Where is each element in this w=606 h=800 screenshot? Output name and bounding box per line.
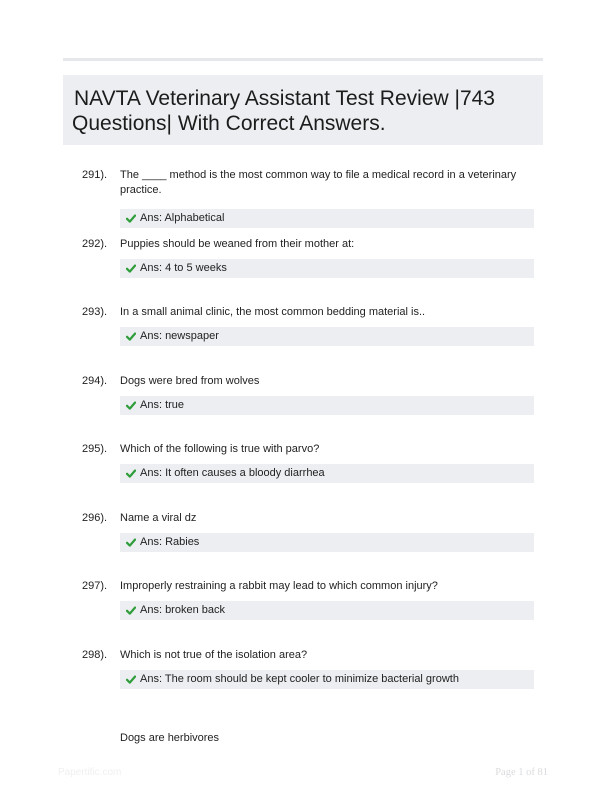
top-divider (63, 58, 543, 61)
answer-box (120, 533, 534, 552)
answer-text: Ans: true (140, 398, 185, 411)
question-number: 293). (82, 306, 108, 318)
question-text: In a small animal clinic, the most common bedding material is.. (120, 306, 426, 318)
question-item (63, 302, 543, 371)
question-text: Which is not true of the isolation area? (120, 648, 308, 661)
question-item (63, 371, 543, 440)
checkmark-icon (126, 538, 136, 547)
answer-box (120, 670, 534, 689)
checkmark-icon (126, 264, 136, 273)
question-text: The ____ method is the most common way to file a medical record in a veterinary practice. (120, 169, 517, 196)
question-text: Which of the following is true with parvo? (120, 443, 320, 455)
question-item (63, 234, 543, 303)
question-text: Improperly restraining a rabbit may lead to which common injury? (120, 580, 438, 592)
answer-box (120, 464, 534, 483)
question-number: 297). (82, 580, 108, 592)
checkmark-icon (126, 401, 136, 410)
answer-text: Ans: broken back (140, 604, 225, 616)
footer-site: Papertific.com (58, 767, 122, 778)
answer-box (120, 396, 534, 415)
question-number: 298). (82, 648, 108, 661)
answer-text: Ans: Rabies (140, 535, 200, 548)
document-title: NAVTA Veterinary Assistant Test Review |743 Questions| With Correct Answers. (72, 87, 495, 135)
question-item (63, 439, 543, 508)
checkmark-icon (126, 332, 136, 341)
question-list (63, 165, 543, 713)
title-banner (63, 75, 543, 145)
question-item (63, 165, 543, 234)
answer-box (120, 601, 534, 620)
answer-text: Ans: 4 to 5 weeks (140, 261, 227, 274)
checkmark-icon (126, 469, 136, 478)
answer-text: Ans: newspaper (140, 330, 219, 342)
checkmark-icon (126, 214, 136, 223)
question-number: 295). (82, 443, 108, 455)
answer-text: Ans: The room should be kept cooler to minimize bacterial growth (140, 672, 459, 685)
answer-box (120, 209, 534, 228)
answer-box (120, 259, 534, 278)
checkmark-icon (126, 675, 136, 684)
question-number: 291). (82, 169, 108, 181)
page-indicator: Page 1 of 81 (495, 767, 548, 778)
answer-text: Ans: It often causes a bloody diarrhea (140, 467, 325, 479)
question-item (63, 508, 543, 577)
answer-box (120, 327, 534, 346)
question-number: 296). (82, 511, 108, 524)
next-question-text: Dogs are herbivores (120, 732, 220, 744)
question-item (63, 645, 543, 714)
question-text: Puppies should be weaned from their mother at: (120, 237, 355, 250)
question-item (63, 576, 543, 645)
checkmark-icon (126, 606, 136, 615)
question-text: Dogs were bred from wolves (120, 374, 260, 387)
question-number: 294). (82, 374, 108, 387)
question-number: 292). (82, 237, 108, 250)
question-text: Name a viral dz (120, 511, 197, 524)
answer-text: Ans: Alphabetical (140, 212, 225, 224)
